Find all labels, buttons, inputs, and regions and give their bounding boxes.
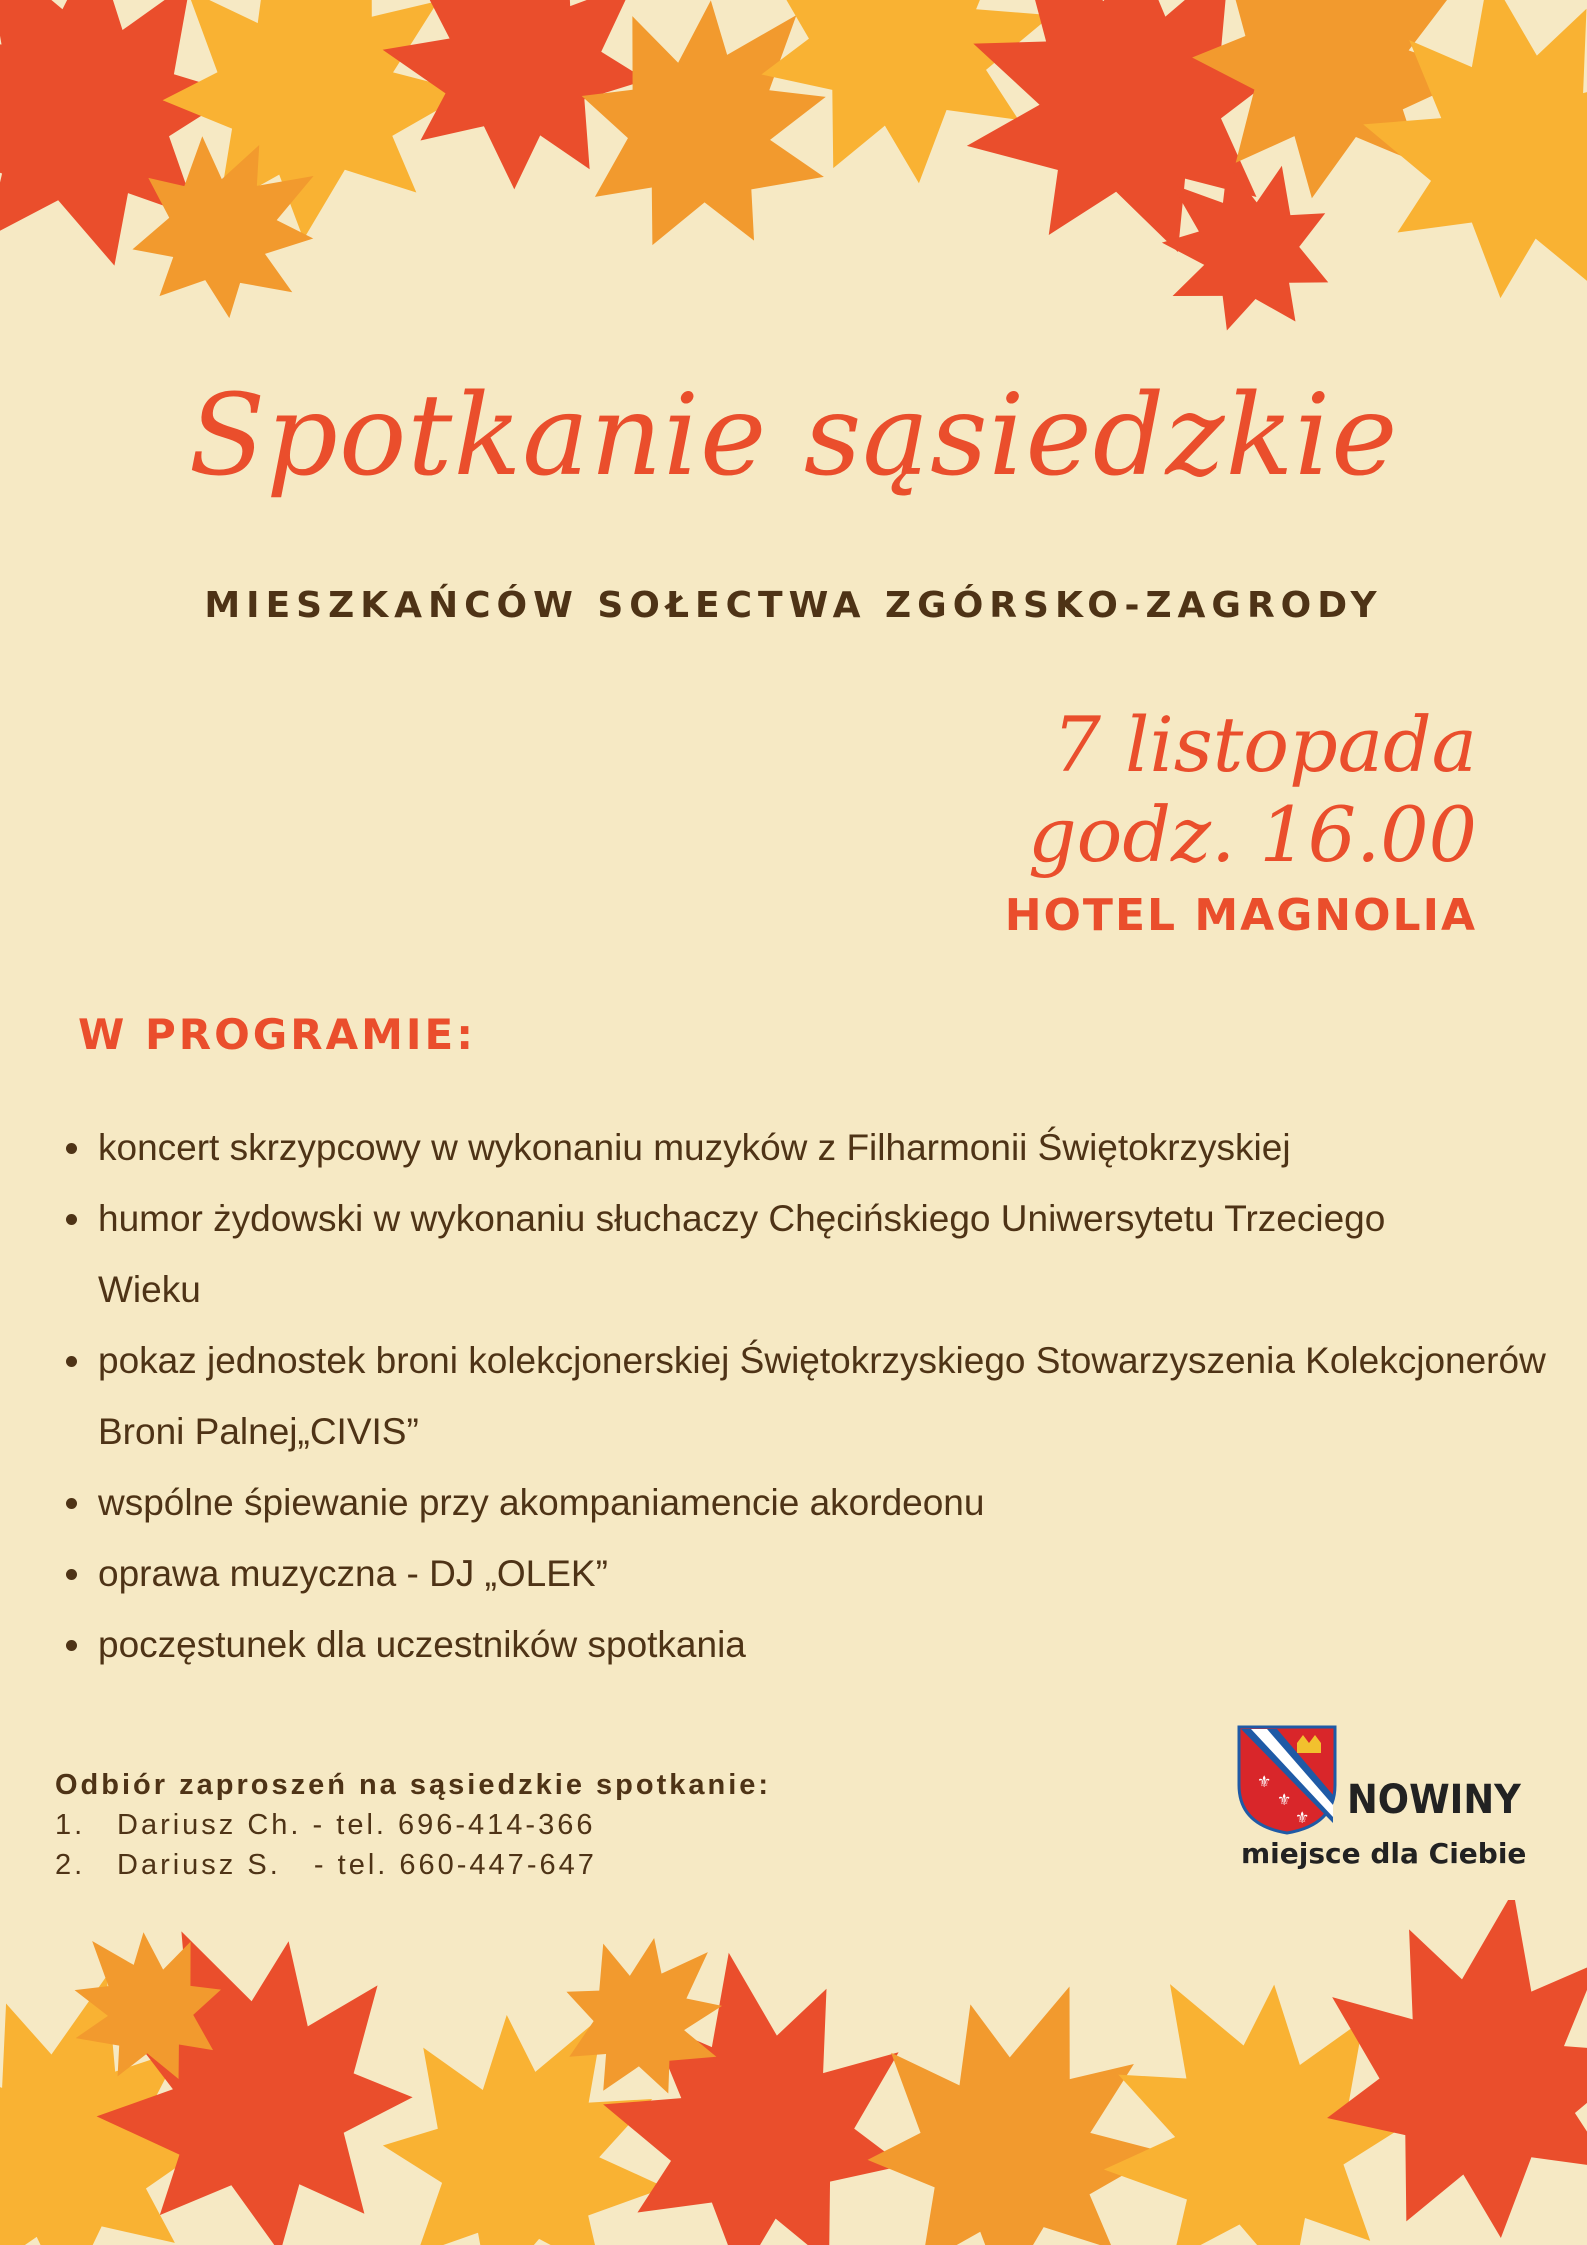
contact-text: Dariusz Ch. - tel. 696-414-366 [117, 1809, 596, 1841]
contact-number: 1. [55, 1809, 86, 1841]
coat-of-arms-icon [1237, 1725, 1337, 1835]
contact-item [55, 1805, 771, 1845]
page-title: Spotkanie sąsiedzkie [188, 371, 1399, 501]
logo-tagline: miejsce dla Ciebie [1241, 1837, 1527, 1870]
event-venue: HOTEL MAGNOLIA [1004, 890, 1477, 941]
list-item: wspólne śpiewanie przy akompaniamencie akordeonu [60, 1467, 1540, 1538]
event-time: godz. 16.00 [1028, 790, 1477, 879]
event-info [777, 700, 1477, 941]
list-item: poczęstunek dla uczestników spotkania [60, 1609, 1540, 1680]
svg-text:⚜: ⚜ [1277, 1790, 1292, 1809]
contact-item [55, 1845, 771, 1885]
invitations-info [55, 1765, 771, 1885]
autumn-leaves-top-decoration [0, 0, 1587, 360]
page-subtitle: MIESZKAŃCÓW SOŁECTWA ZGÓRSKO-ZAGRODY [204, 585, 1383, 626]
svg-text:⚜: ⚜ [1295, 1808, 1310, 1827]
list-item: oprawa muzyczna - DJ „OLEK” [60, 1538, 1540, 1609]
logo-name: NOWINY [1347, 1777, 1521, 1823]
svg-text:⚜: ⚜ [1257, 1772, 1272, 1791]
autumn-leaves-bottom-decoration [0, 1900, 1587, 2245]
event-date: 7 listopada [1052, 700, 1477, 789]
program-list [60, 1112, 1546, 1680]
nowiny-logo [1237, 1725, 1537, 1875]
list-item: pokaz jednostek broni kolekcjonerskiej Świętokrzyskiego Stowarzyszenia Kolekcjonerów Broni Palnej„CIVIS” [60, 1325, 1587, 1467]
invitations-heading: Odbiór zaproszeń na sąsiedzkie spotkanie: [55, 1769, 772, 1801]
program-heading: W PROGRAMIE: [78, 1010, 477, 1059]
list-item: humor żydowski w wykonaniu słuchaczy Chęcińskiego Uniwersytetu Trzeciego Wieku [60, 1183, 1478, 1325]
contact-text: Dariusz S. - tel. 660-447-647 [117, 1849, 597, 1881]
list-item: koncert skrzypcowy w wykonaniu muzyków z Filharmonii Świętokrzyskiej [60, 1112, 1540, 1183]
contact-number: 2. [55, 1849, 86, 1881]
